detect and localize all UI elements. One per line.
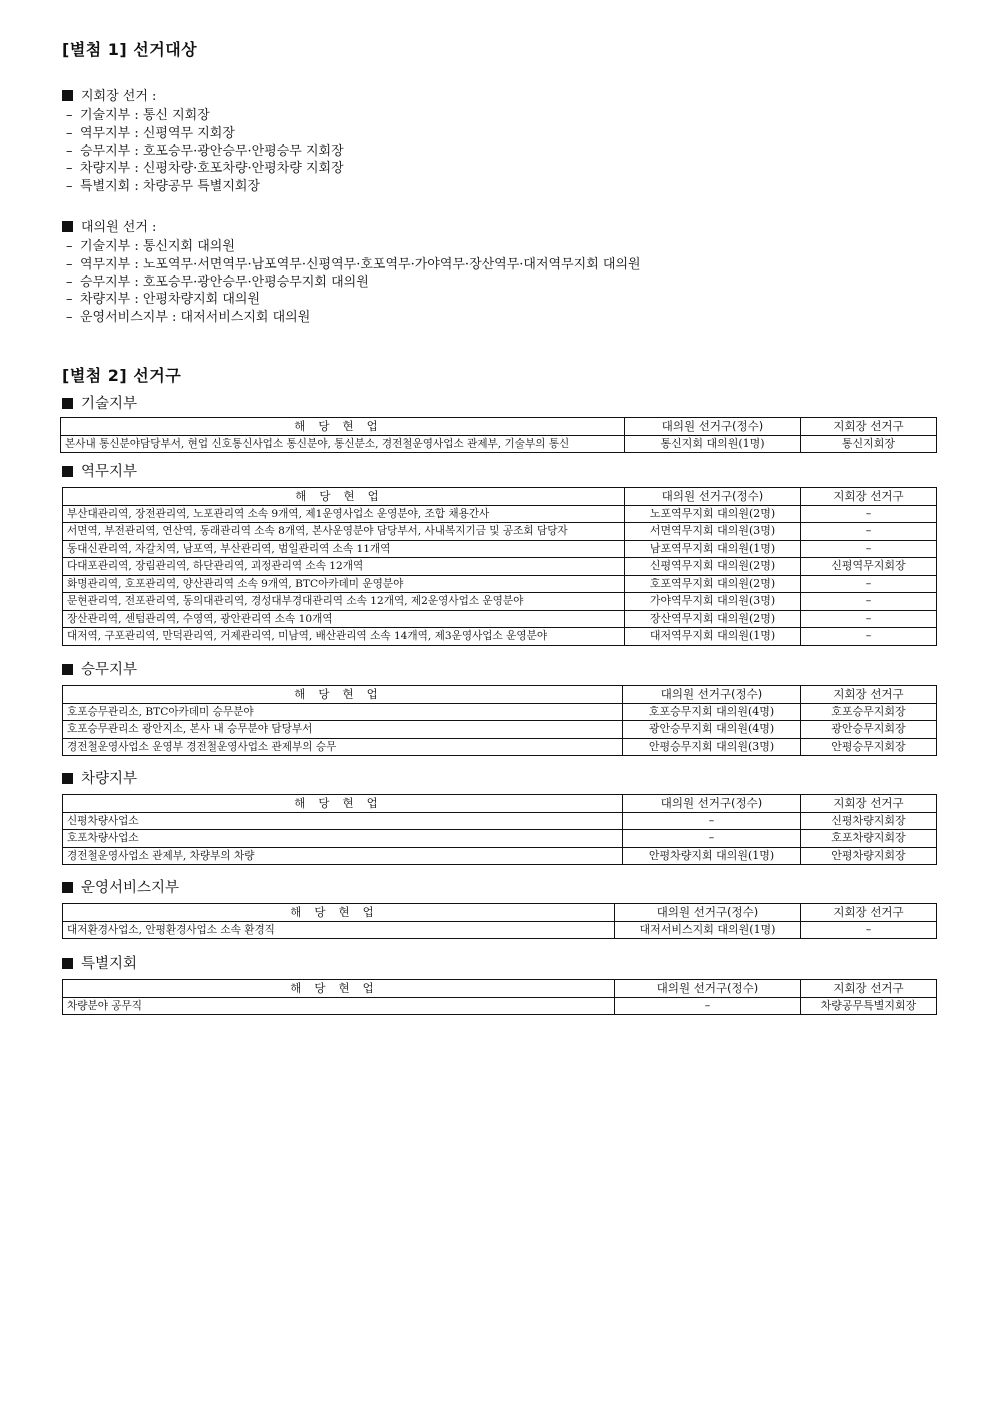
column-header: 지회장 선거구 xyxy=(801,904,937,922)
square-bullet-icon xyxy=(62,221,73,232)
table-cell: 신평역무지회장 xyxy=(801,558,937,576)
table-cell: 안평차량지회장 xyxy=(801,847,937,865)
delegate-election-list xyxy=(62,238,641,327)
section-title: 차량지부 xyxy=(62,770,137,788)
chief-election-list xyxy=(62,107,344,196)
table-cell: 서면역, 부전관리역, 연산역, 동래관리역 소속 8개역, 본사운영분야 담당부서, 사내복지기금 및 공조회 담당자 xyxy=(63,523,625,541)
table-cell: 호포차량사업소 xyxy=(63,830,623,848)
table-cell: 광안승무지회장 xyxy=(801,721,937,739)
list-item: – 승무지부 : 호포승무·광안승무·안평승무지회 대의원 xyxy=(66,274,369,290)
list-item: – 승무지부 : 호포승무·광안승무·안평승무 지회장 xyxy=(66,143,344,159)
table-row xyxy=(63,505,937,523)
table-row xyxy=(63,593,937,611)
table-cell: – xyxy=(801,593,937,611)
delegate-election-block xyxy=(62,219,641,327)
table-cell: 남포역무지회 대의원(1명) xyxy=(625,540,801,558)
table-row xyxy=(63,721,937,739)
district-table xyxy=(62,979,937,1015)
table-row xyxy=(63,921,937,939)
table-cell: – xyxy=(801,540,937,558)
table-cell: – xyxy=(615,997,801,1015)
list-item: – 역무지부 : 노포역무·서면역무·남포역무·신평역무·호포역무·가야역무·장산역무·대저역무지회 대의원 xyxy=(66,256,641,272)
table-row xyxy=(63,812,937,830)
table-row xyxy=(63,540,937,558)
table-row xyxy=(63,847,937,865)
list-item: – 운영서비스지부 : 대저서비스지회 대의원 xyxy=(66,310,311,326)
table-cell: 호포역무지회 대의원(2명) xyxy=(625,575,801,593)
district-table xyxy=(62,685,937,756)
column-header: 해당현업 xyxy=(63,488,625,506)
table-cell: 가야역무지회 대의원(3명) xyxy=(625,593,801,611)
table-cell: – xyxy=(623,830,801,848)
column-header: 대의원 선거구(정수) xyxy=(625,418,801,436)
column-header: 지회장 선거구 xyxy=(801,418,937,436)
table-cell: 안평승무지회장 xyxy=(801,738,937,756)
table-cell: 문현관리역, 전포관리역, 동의대관리역, 경성대부경대관리역 소속 12개역, 제2운영사업소 운영분야 xyxy=(63,593,625,611)
list-item: – 차량지부 : 신평차량·호포차량·안평차량 지회장 xyxy=(66,161,344,177)
column-header: 대의원 선거구(정수) xyxy=(623,686,801,704)
table-cell: 화명관리역, 호포관리역, 양산관리역 소속 9개역, BTC아카데미 운영분야 xyxy=(63,575,625,593)
table-cell: 부산대관리역, 장전관리역, 노포관리역 소속 9개역, 제1운영사업소 운영분야, 조합 채용간사 xyxy=(63,505,625,523)
column-header: 지회장 선거구 xyxy=(801,795,937,813)
annex2-title: [별첨 2] 선거구 xyxy=(62,366,182,385)
table-cell: – xyxy=(801,921,937,939)
table-row xyxy=(63,558,937,576)
column-header: 해당현업 xyxy=(61,418,625,436)
district-table xyxy=(62,487,937,646)
list-item: – 특별지회 : 차량공무 특별지회장 xyxy=(66,179,261,195)
annex1-title: [별첨 1] 선거대상 xyxy=(62,40,198,59)
square-bullet-icon xyxy=(62,398,73,409)
section-title: 운영서비스지부 xyxy=(62,879,179,897)
table-cell: 안평차량지회 대의원(1명) xyxy=(623,847,801,865)
table-cell: – xyxy=(801,628,937,646)
table-cell: 신평차량지회장 xyxy=(801,812,937,830)
section-title: 특별지회 xyxy=(62,955,137,973)
table-cell: 신평차량사업소 xyxy=(63,812,623,830)
table-cell: 통신지회 대의원(1명) xyxy=(625,435,801,453)
table-row xyxy=(63,703,937,721)
column-header: 대의원 선거구(정수) xyxy=(623,795,801,813)
table-row xyxy=(61,435,937,453)
column-header: 지회장 선거구 xyxy=(801,686,937,704)
column-header: 해당현업 xyxy=(63,795,623,813)
table-cell: 경전철운영사업소 관제부, 차량부의 차량 xyxy=(63,847,623,865)
table-cell: 장산역무지회 대의원(2명) xyxy=(625,610,801,628)
table-cell: 동대신관리역, 자갈치역, 남포역, 부산관리역, 범일관리역 소속 11개역 xyxy=(63,540,625,558)
column-header: 해당현업 xyxy=(63,904,615,922)
column-header: 대의원 선거구(정수) xyxy=(625,488,801,506)
table-cell: 노포역무지회 대의원(2명) xyxy=(625,505,801,523)
chief-election-heading: 지회장 선거 : xyxy=(62,88,344,106)
table-cell: 서면역무지회 대의원(3명) xyxy=(625,523,801,541)
table-cell: 대저역, 구포관리역, 만덕관리역, 거제관리역, 미남역, 배산관리역 소속 14개역, 제3운영사업소 운영분야 xyxy=(63,628,625,646)
list-item: – 기술지부 : 통신 지회장 xyxy=(66,108,210,123)
delegate-election-heading: 대의원 선거 : xyxy=(62,219,641,237)
table-cell: 신평역무지회 대의원(2명) xyxy=(625,558,801,576)
table-row xyxy=(63,610,937,628)
table-cell: 차량분야 공무직 xyxy=(63,997,615,1015)
list-item: – 기술지부 : 통신지회 대의원 xyxy=(66,239,235,254)
square-bullet-icon xyxy=(62,664,73,675)
table-row xyxy=(63,738,937,756)
table-cell: – xyxy=(801,610,937,628)
table-cell: 다대포관리역, 장림관리역, 하단관리역, 괴정관리역 소속 12개역 xyxy=(63,558,625,576)
table-cell: 호포차량지회장 xyxy=(801,830,937,848)
table-cell: 차량공무특별지회장 xyxy=(801,997,937,1015)
section-title: 기술지부 xyxy=(62,395,137,413)
table-cell: 대저환경사업소, 안평환경사업소 소속 환경직 xyxy=(63,921,615,939)
table-cell: 장산관리역, 센텀관리역, 수영역, 광안관리역 소속 10개역 xyxy=(63,610,625,628)
column-header: 대의원 선거구(정수) xyxy=(615,980,801,998)
column-header: 지회장 선거구 xyxy=(801,980,937,998)
column-header: 해당현업 xyxy=(63,686,623,704)
chief-election-block xyxy=(62,88,344,196)
list-item: – 차량지부 : 안평차량지회 대의원 xyxy=(66,292,261,308)
table-row xyxy=(63,523,937,541)
district-table xyxy=(60,417,937,453)
square-bullet-icon xyxy=(62,773,73,784)
table-cell: – xyxy=(623,812,801,830)
table-cell: – xyxy=(801,523,937,541)
table-cell: 본사내 통신분야담당부서, 현업 신호통신사업소 통신분야, 통신분소, 경전철운영사업소 관제부, 기술부의 통신 xyxy=(61,435,625,453)
square-bullet-icon xyxy=(62,958,73,969)
table-row xyxy=(63,628,937,646)
table-cell: 광안승무지회 대의원(4명) xyxy=(623,721,801,739)
district-table xyxy=(62,794,937,865)
district-table xyxy=(62,903,937,939)
square-bullet-icon xyxy=(62,466,73,477)
section-title: 역무지부 xyxy=(62,463,137,481)
table-cell: 안평승무지회 대의원(3명) xyxy=(623,738,801,756)
square-bullet-icon xyxy=(62,90,73,101)
table-cell: 호포승무관리소, BTC아카데미 승무분야 xyxy=(63,703,623,721)
table-cell: 호포승무지회 대의원(4명) xyxy=(623,703,801,721)
table-row xyxy=(63,575,937,593)
column-header: 지회장 선거구 xyxy=(801,488,937,506)
table-cell: – xyxy=(801,505,937,523)
table-cell: 대저서비스지회 대의원(1명) xyxy=(615,921,801,939)
square-bullet-icon xyxy=(62,882,73,893)
table-cell: 호포승무지회장 xyxy=(801,703,937,721)
table-cell: 경전철운영사업소 운영부 경전철운영사업소 관제부의 승무 xyxy=(63,738,623,756)
list-item: – 역무지부 : 신평역무 지회장 xyxy=(66,125,235,141)
table-cell: 통신지회장 xyxy=(801,435,937,453)
column-header: 대의원 선거구(정수) xyxy=(615,904,801,922)
table-cell: – xyxy=(801,575,937,593)
column-header: 해당현업 xyxy=(63,980,615,998)
table-cell: 대저역무지회 대의원(1명) xyxy=(625,628,801,646)
table-cell: 호포승무관리소 광안지소, 본사 내 승무분야 담당부서 xyxy=(63,721,623,739)
table-row xyxy=(63,997,937,1015)
section-title: 승무지부 xyxy=(62,661,137,679)
table-row xyxy=(63,830,937,848)
